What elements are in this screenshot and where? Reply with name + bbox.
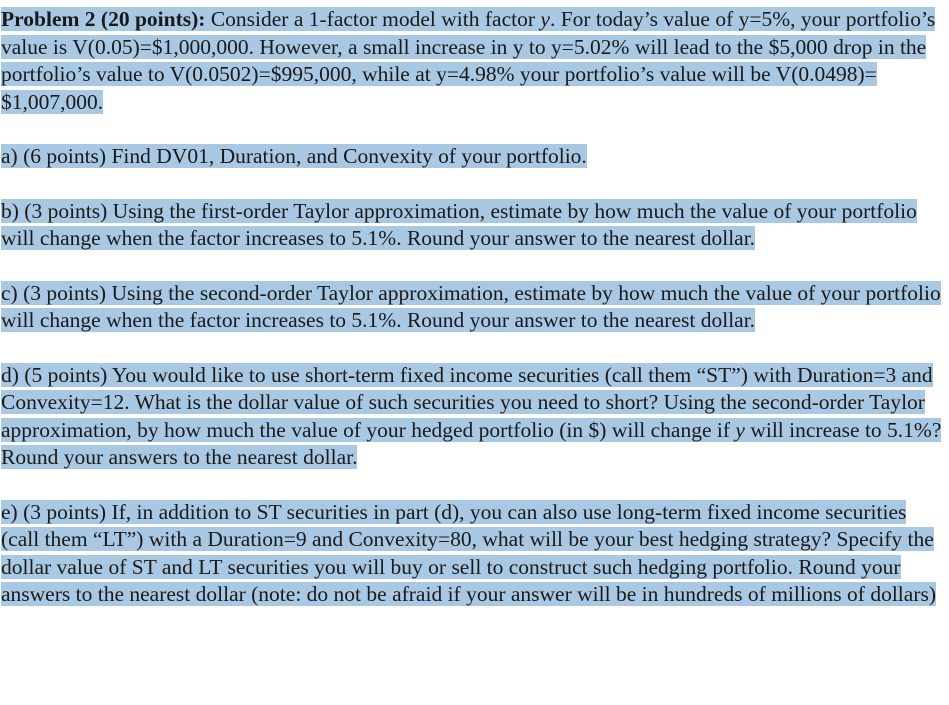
problem-intro-b[interactable]: . For today’s value of y=5%, your portfolio’s value is V(0.05)=$1,000,000. However, a small increase in y to y=5.02% will lead to the $5,000 drop in the portfolio’s value to V(0.0502)=$995,000, while at y=4.98% your portfolio’s value will be V(0.0498)= $1,007,000.	[1, 7, 936, 114]
part-c	[0, 280, 945, 335]
part-d	[0, 362, 945, 472]
problem-heading: Problem 2 (20 points):	[1, 7, 206, 31]
part-d-text-b[interactable]: will increase to 5.1%? Round your answers to the nearest dollar.	[1, 417, 942, 469]
part-d-variable[interactable]: y	[735, 417, 745, 442]
problem-factor-variable[interactable]: y	[540, 7, 550, 31]
problem-intro-a[interactable]: Consider a 1-factor model with factor	[205, 7, 541, 31]
part-e-text[interactable]: e) (3 points) If, in addition to ST securities in part (d), you can also use long-term fixed income securities (call them “LT”) with a Duration=9 and Convexity=80, what will be your best hedging strategy? Specify the dollar value of ST and LT securities you will buy or sell to construct such hedging portfolio. Round your answers to the nearest dollar (note: do not be afraid if your answer will be in hundreds of millions of dollars)	[1, 499, 937, 606]
part-a-text[interactable]: a) (6 points) Find DV01, Duration, and Convexity of your portfolio.	[1, 144, 587, 168]
part-e	[0, 499, 945, 609]
part-b-text[interactable]: b) (3 points) Using the first-order Taylor approximation, estimate by how much the value of your portfolio will change when the factor increases to 5.1%. Round your answer to the nearest dollar.	[1, 198, 917, 250]
part-b	[0, 198, 945, 253]
part-c-text[interactable]: c) (3 points) Using the second-order Taylor approximation, estimate by how much the value of your portfolio will change when the factor increases to 5.1%. Round your answer to the nearest dollar.	[1, 280, 941, 332]
part-a	[0, 143, 945, 171]
document-body	[0, 6, 945, 636]
part-d-text-a[interactable]: d) (5 points) You would like to use short-term fixed income securities (call them “ST”) with Duration=3 and Convexity=12. What is the dollar value of such securities you need to short? Using the second-order Taylor approximation, by how much the value of your hedged portfolio (in $) will change if	[1, 362, 933, 442]
problem-statement	[0, 6, 945, 116]
